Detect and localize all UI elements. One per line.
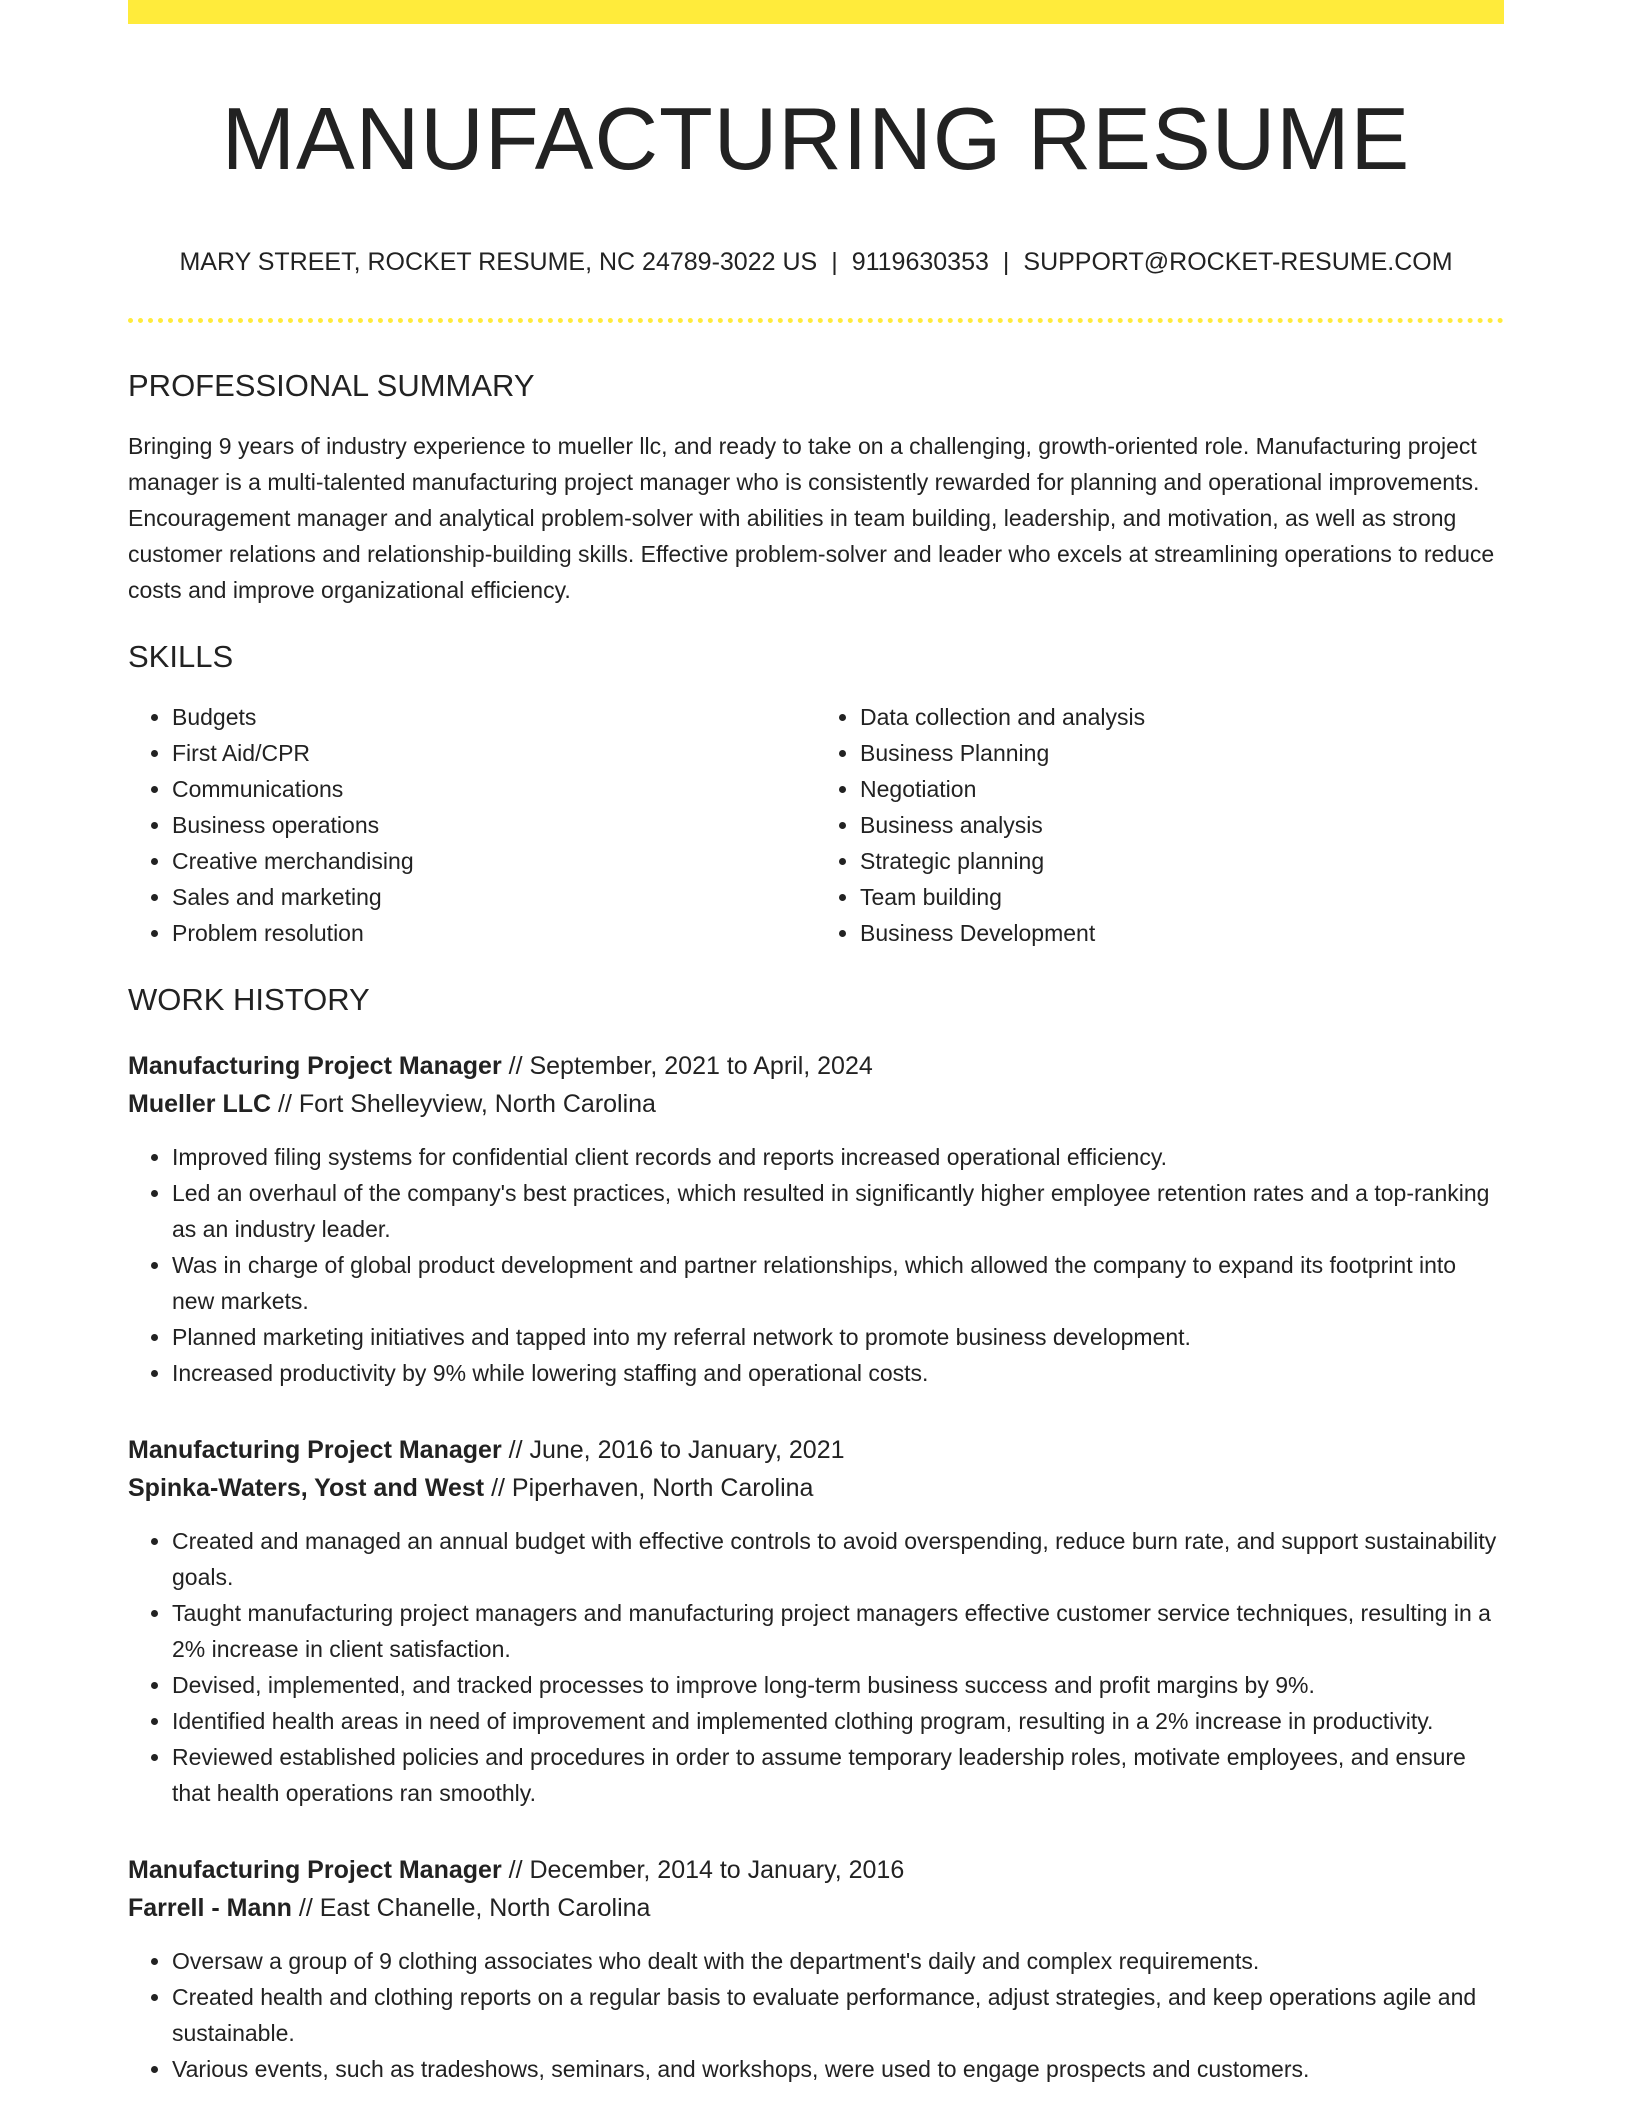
job-bullet: • Devised, implemented, and tracked processes to improve long-term business success and profit margins by 9%. bbox=[172, 1667, 1504, 1703]
skill-item: • Data collection and analysis bbox=[860, 699, 1504, 735]
skill-item: • Creative merchandising bbox=[172, 843, 816, 879]
skill-item: • Strategic planning bbox=[860, 843, 1504, 879]
job-company-line bbox=[128, 1469, 1504, 1507]
skill-item: • Sales and marketing bbox=[172, 879, 816, 915]
contact-email: SUPPORT@ROCKET-RESUME.COM bbox=[1023, 247, 1453, 276]
job-title: Manufacturing Project Manager bbox=[128, 1855, 502, 1884]
work-history-heading: WORK HISTORY bbox=[128, 982, 370, 1018]
resume-title: MANUFACTURING RESUME bbox=[221, 89, 1411, 188]
skill-item: • Budgets bbox=[172, 699, 816, 735]
skill-item: • Problem resolution bbox=[172, 915, 816, 951]
job-bullet: • Oversaw a group of 9 clothing associates who dealt with the department's daily and complex requirements. bbox=[172, 1943, 1504, 1979]
job-entry bbox=[128, 1047, 1504, 1391]
job-title: Manufacturing Project Manager bbox=[128, 1051, 502, 1080]
job-dates: // December, 2014 to January, 2016 bbox=[508, 1855, 905, 1884]
skill-item: • Team building bbox=[860, 879, 1504, 915]
job-location: // East Chanelle, North Carolina bbox=[298, 1893, 651, 1922]
skills-list bbox=[128, 699, 1504, 951]
summary-heading: PROFESSIONAL SUMMARY bbox=[128, 368, 535, 404]
job-location: // Fort Shelleyview, North Carolina bbox=[278, 1089, 656, 1118]
job-bullet: • Taught manufacturing project managers and manufacturing project managers effective customer service techniques, resulting in a 2% increase in client satisfaction. bbox=[172, 1595, 1504, 1667]
job-title-line bbox=[128, 1431, 1504, 1469]
job-entry bbox=[128, 1851, 1504, 2087]
skill-item: • Business operations bbox=[172, 807, 816, 843]
skill-item: • Negotiation bbox=[860, 771, 1504, 807]
accent-bar bbox=[128, 0, 1504, 24]
job-company-line bbox=[128, 1889, 1504, 1927]
job-dates: // September, 2021 to April, 2024 bbox=[508, 1051, 873, 1080]
job-location: // Piperhaven, North Carolina bbox=[491, 1473, 814, 1502]
job-bullets bbox=[128, 1943, 1504, 2087]
summary-text: Bringing 9 years of industry experience to mueller llc, and ready to take on a challenging, growth-oriented role. Manufacturing project manager is a multi-talented manufacturing project manager who is consistently rewarded for planning and operational improvements. Encouragement manager and analytical problem-solver with abilities in team building, leadership, and motivation, as well as strong customer relations and relationship-building skills. Effective problem-solver and leader who excels at streamlining operations to reduce costs and improve organizational efficiency. bbox=[128, 433, 1495, 604]
dotted-divider bbox=[128, 318, 1504, 323]
job-company: Spinka-Waters, Yost and West bbox=[128, 1473, 485, 1502]
job-bullet: • Various events, such as tradeshows, seminars, and workshops, were used to engage prospects and customers. bbox=[172, 2051, 1504, 2087]
skill-item: • Business analysis bbox=[860, 807, 1504, 843]
contact-address: MARY STREET, ROCKET RESUME, NC 24789-3022 US bbox=[179, 247, 818, 276]
job-entry bbox=[128, 1431, 1504, 1811]
job-title-line bbox=[128, 1047, 1504, 1085]
skills-column-right bbox=[816, 699, 1504, 951]
job-bullet: • Reviewed established policies and procedures in order to assume temporary leadership roles, motivate employees, and ensure that health operations ran smoothly. bbox=[172, 1739, 1504, 1811]
contact-separator: | bbox=[831, 247, 838, 276]
job-bullet: • Created and managed an annual budget with effective controls to avoid overspending, reduce burn rate, and support sustainability goals. bbox=[172, 1523, 1504, 1595]
job-bullet: • Improved filing systems for confidential client records and reports increased operational efficiency. bbox=[172, 1139, 1504, 1175]
job-title: Manufacturing Project Manager bbox=[128, 1435, 502, 1464]
job-bullet: • Identified health areas in need of improvement and implemented clothing program, resulting in a 2% increase in productivity. bbox=[172, 1703, 1504, 1739]
job-company: Farrell - Mann bbox=[128, 1893, 292, 1922]
job-bullets bbox=[128, 1523, 1504, 1811]
contact-phone: 9119630353 bbox=[851, 247, 989, 276]
skills-heading: SKILLS bbox=[128, 639, 234, 675]
job-company: Mueller LLC bbox=[128, 1089, 272, 1118]
job-dates: // June, 2016 to January, 2021 bbox=[508, 1435, 845, 1464]
job-bullet: • Planned marketing initiatives and tapped into my referral network to promote business development. bbox=[172, 1319, 1504, 1355]
job-bullet: • Led an overhaul of the company's best practices, which resulted in significantly higher employee retention rates and a top-ranking as an industry leader. bbox=[172, 1175, 1504, 1247]
resume-page bbox=[128, 0, 1504, 2087]
job-bullets bbox=[128, 1139, 1504, 1391]
job-title-line bbox=[128, 1851, 1504, 1889]
contact-separator: | bbox=[1002, 247, 1010, 276]
skill-item: • Business Planning bbox=[860, 735, 1504, 771]
skills-column-left bbox=[128, 699, 816, 951]
skill-item: • First Aid/CPR bbox=[172, 735, 816, 771]
job-bullet: • Was in charge of global product development and partner relationships, which allowed the company to expand its footprint into new markets. bbox=[172, 1247, 1504, 1319]
job-bullet: • Increased productivity by 9% while lowering staffing and operational costs. bbox=[172, 1355, 1504, 1391]
skill-item: • Business Development bbox=[860, 915, 1504, 951]
contact-line bbox=[128, 246, 1504, 279]
skill-item: • Communications bbox=[172, 771, 816, 807]
job-company-line bbox=[128, 1085, 1504, 1123]
job-bullet: • Created health and clothing reports on a regular basis to evaluate performance, adjust strategies, and keep operations agile and sustainable. bbox=[172, 1979, 1504, 2051]
